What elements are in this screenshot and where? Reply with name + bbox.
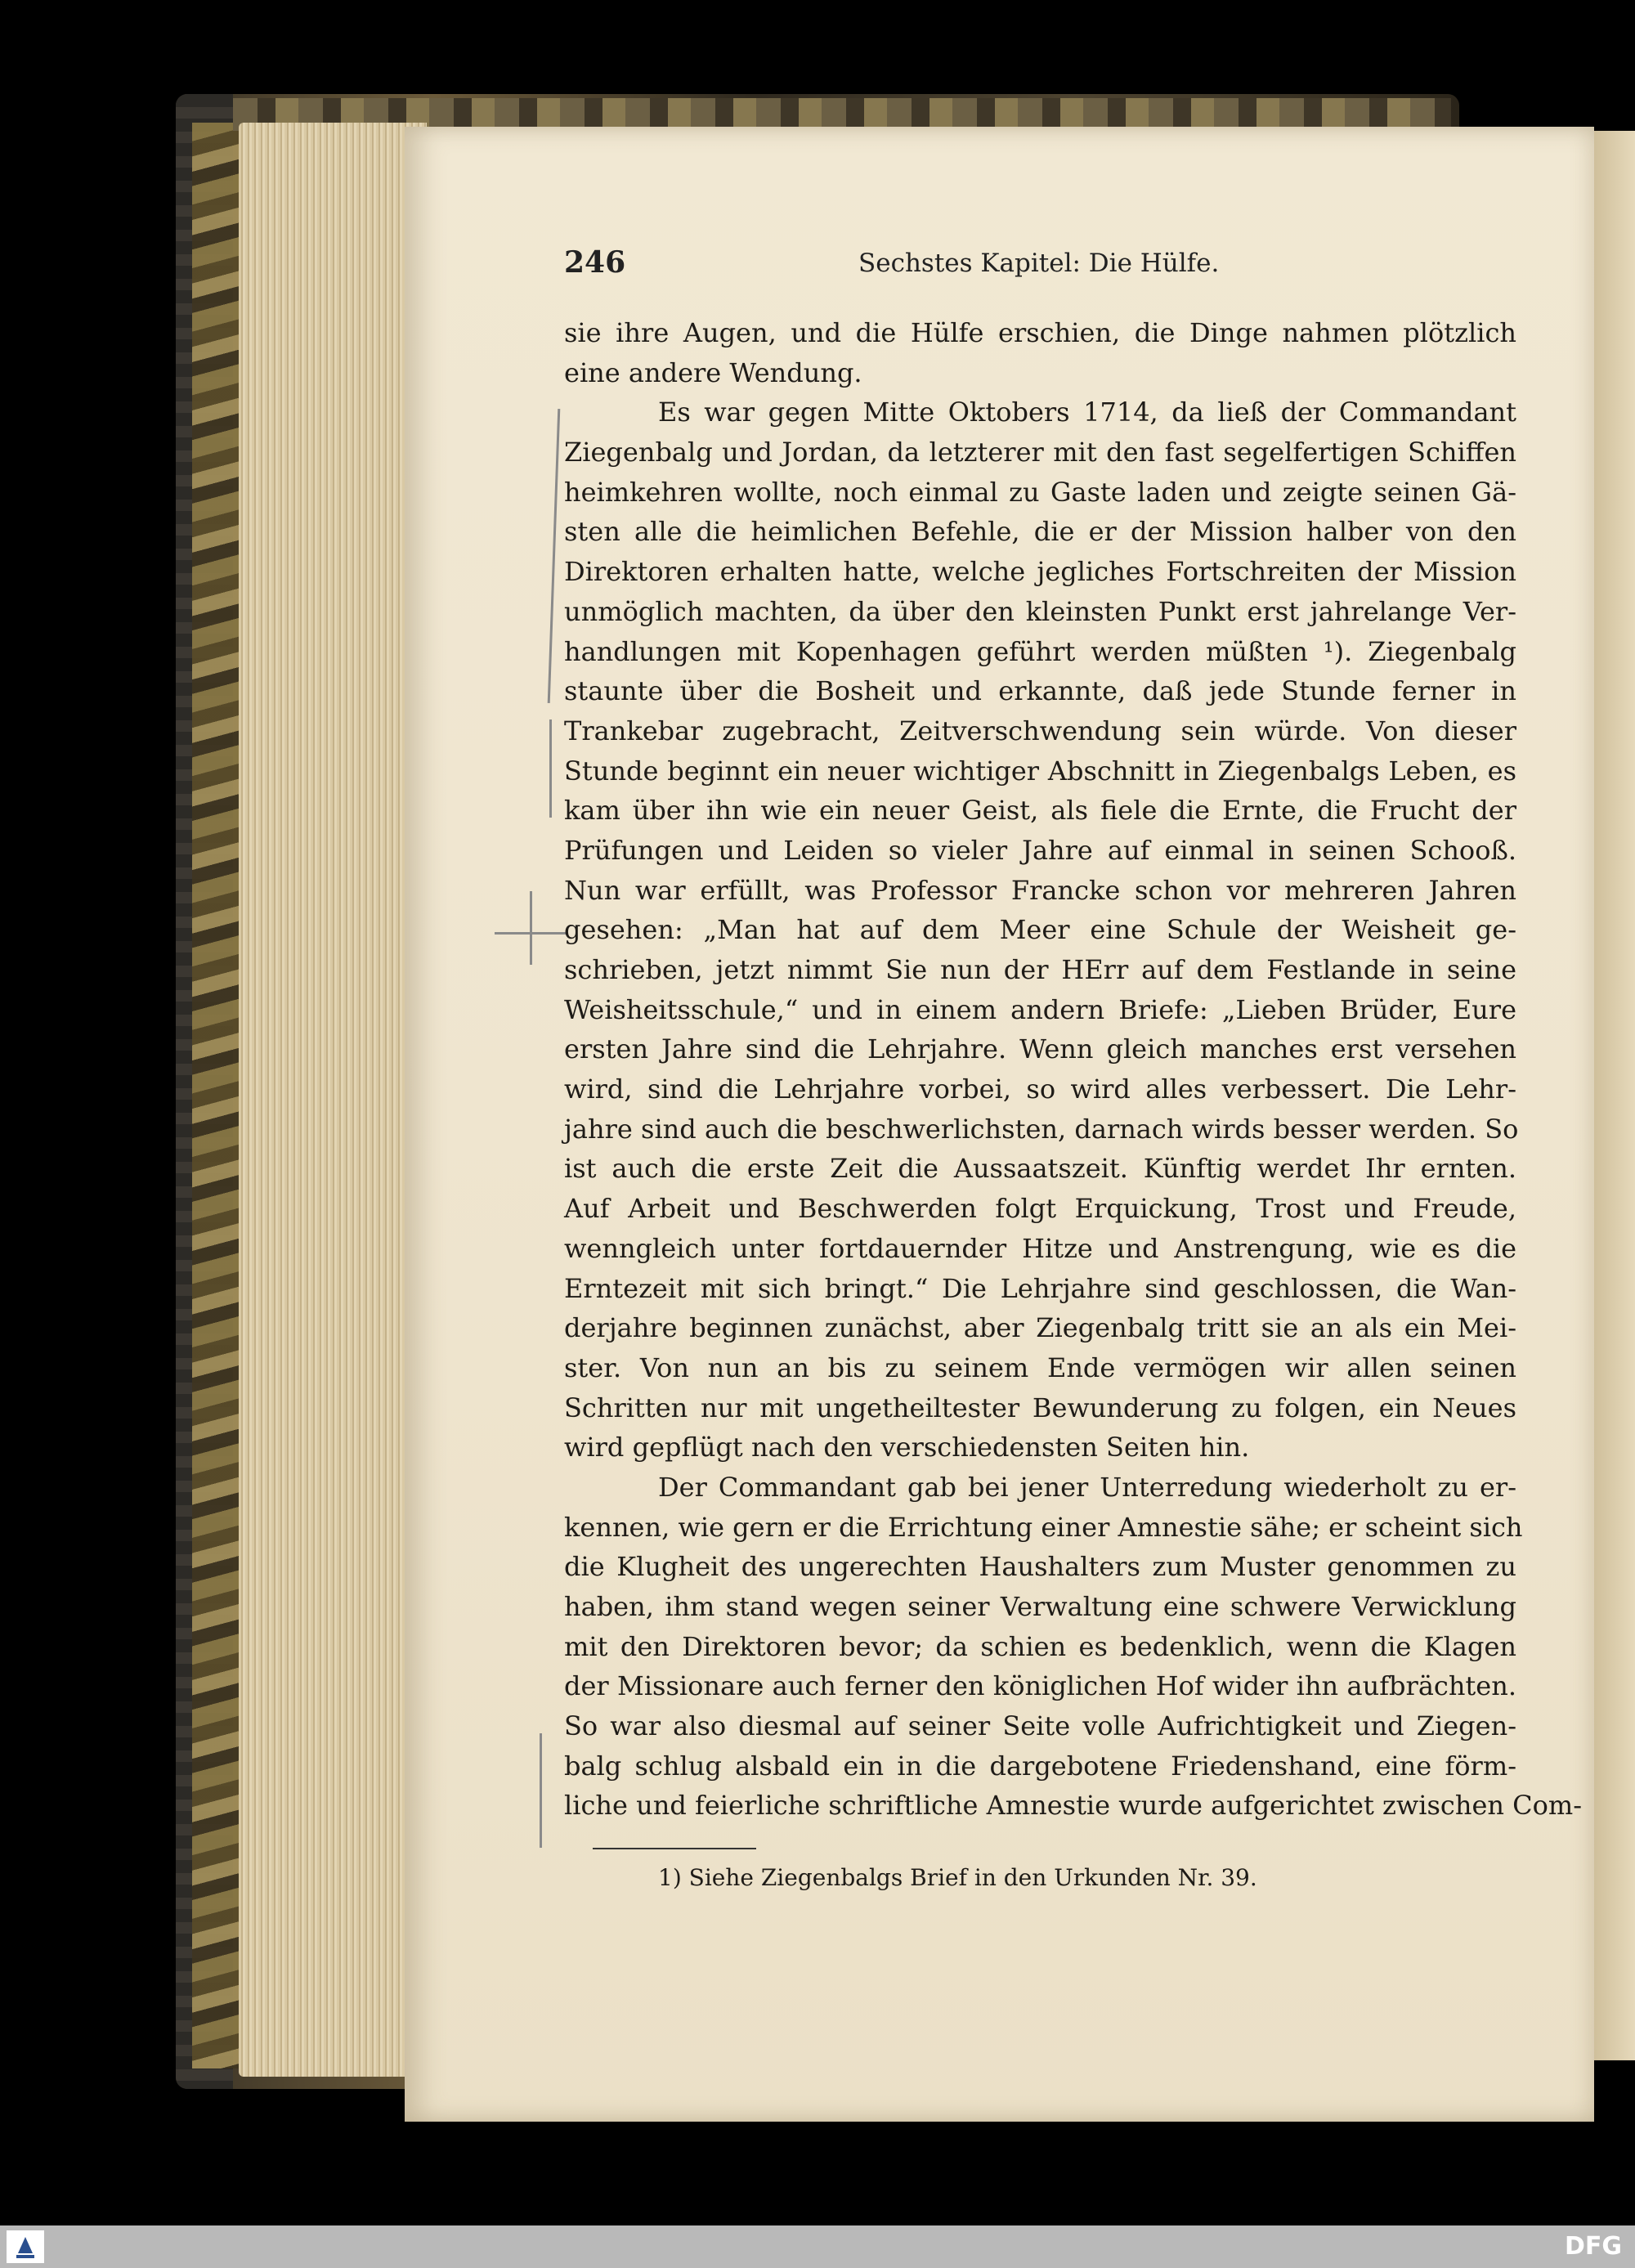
text-line: Trankebar zugebracht, Zeitverschwendung sein würde. Von dieser [564,715,1516,746]
viewer-footer-bar [0,2225,1635,2268]
text-line: Der Commandant gab bei jener Unterredung wiederholt zu er- [658,1471,1516,1503]
text-line: wird gepflügt nach den verschiedensten Seiten hin. [564,1432,1250,1463]
text-line: haben, ihm stand wegen seiner Verwaltung eine schwere Verwicklung [564,1591,1516,1622]
pencil-cross-vertical [530,891,532,965]
text-line: die Klugheit des ungerechten Haushalters zum Muster genommen zu [564,1551,1516,1583]
text-line: Auf Arbeit und Beschwerden folgt Erquickung, Trost und Freude, [564,1193,1516,1225]
library-logo-icon [7,2230,44,2263]
text-line: wird, sind die Lehrjahre vorbei, so wird alles verbessert. Die Lehr- [564,1073,1516,1105]
text-line: wenngleich unter fortdauernder Hitze und Anstrengung, wie es die [564,1232,1516,1264]
text-line: liche und feierliche schriftliche Amnestie wurde aufgerichtet zwischen Com- [564,1790,1583,1822]
pencil-margin-line [549,719,552,818]
pencil-margin-line [540,1733,542,1848]
text-line: Es war gegen Mitte Oktobers 1714, da ließ der Commandant [658,397,1516,428]
running-head: Sechstes Kapitel: Die Hülfe. [858,249,1220,278]
text-line: kam über ihn wie ein neuer Geist, als fiele die Ernte, die Frucht der [564,795,1516,827]
text-line: Direktoren erhalten hatte, welche jegliches Fortschreiten der Mission [564,556,1516,588]
text-line: sie ihre Augen, und die Hülfe erschien, die Dinge nahmen plötzlich [564,317,1516,348]
text-line: Ziegenbalg und Jordan, da letzterer mit den fast segelfertigen Schiffen [564,437,1516,468]
text-line: Schritten nur mit ungetheiltester Bewunderung zu folgen, ein Neues [564,1392,1516,1423]
text-line: gesehen: „Man hat auf dem Meer eine Schule der Weisheit ge- [564,914,1516,946]
pencil-cross-horizontal [495,932,568,935]
page-number: 246 [564,245,626,280]
text-line: ersten Jahre sind die Lehrjahre. Wenn gleich manches erst versehen [564,1033,1516,1065]
text-line: balg schlug alsbald ein in die dargebotene Friedenshand, eine förm- [564,1750,1516,1782]
text-line: So war also diesmal auf seiner Seite volle Aufrichtigkeit und Ziegen- [564,1710,1516,1742]
text-line: ist auch die erste Zeit die Aussaatszeit. Künftig werdet Ihr ernten. [564,1153,1516,1185]
text-line: handlungen mit Kopenhagen geführt werden müßten ¹). Ziegenbalg [564,635,1516,667]
text-line: der Missionare auch ferner den königlichen Hof wider ihn aufbrächten. [564,1670,1516,1702]
page-stack-edge [239,123,427,2077]
text-line: heimkehren wollte, noch einmal zu Gaste laden und zeigte seinen Gä- [564,476,1516,508]
marbled-edge [192,123,241,2069]
page-header [564,245,1220,294]
text-line: eine andere Wendung. [564,356,862,388]
text-line: Weisheitsschule,“ und in einem andern Briefe: „Lieben Brüder, Eure [564,993,1516,1025]
body-text [564,313,1583,1826]
dfg-logo: DFG [1564,2232,1622,2261]
text-line: kennen, wie gern er die Errichtung einer Amnestie sähe; er scheint sich [564,1511,1523,1543]
text-line: schrieben, jetzt nimmt Sie nun der HErr auf dem Festlande in seine [564,954,1516,985]
text-line: ster. Von nun an bis zu seinem Ende vermögen wir allen seinen [564,1351,1516,1383]
text-line: staunte über die Bosheit und erkannte, daß jede Stunde ferner in [564,675,1516,707]
text-line: Stunde beginnt ein neuer wichtiger Abschnitt in Ziegenbalgs Leben, es [564,755,1516,787]
text-line: mit den Direktoren bevor; da schien es bedenklich, wenn die Klagen [564,1630,1516,1662]
text-line: jahre sind auch die beschwerlichsten, darnach wirds besser werden. So [564,1113,1519,1145]
text-line: derjahre beginnen zunächst, aber Ziegenbalg tritt sie an als ein Mei- [564,1312,1516,1344]
text-line: Erntezeit mit sich bringt.“ Die Lehrjahre sind geschlossen, die Wan- [564,1272,1516,1304]
text-line: Nun war erfüllt, was Professor Francke schon vor mehreren Jahren [564,874,1516,906]
text-line: Prüfungen und Leiden so vieler Jahre auf einmal in seinen Schooß. [564,834,1516,866]
facing-page-edge [1590,131,1635,2060]
text-line: sten alle die heimlichen Befehle, die er der Mission halber von den [564,516,1516,548]
footnote-rule [593,1848,756,1849]
text-line: unmöglich machten, da über den kleinsten Punkt erst jahrelange Ver- [564,595,1516,627]
footnote: 1) Siehe Ziegenbalgs Brief in den Urkunden Nr. 39. [658,1864,1257,1891]
